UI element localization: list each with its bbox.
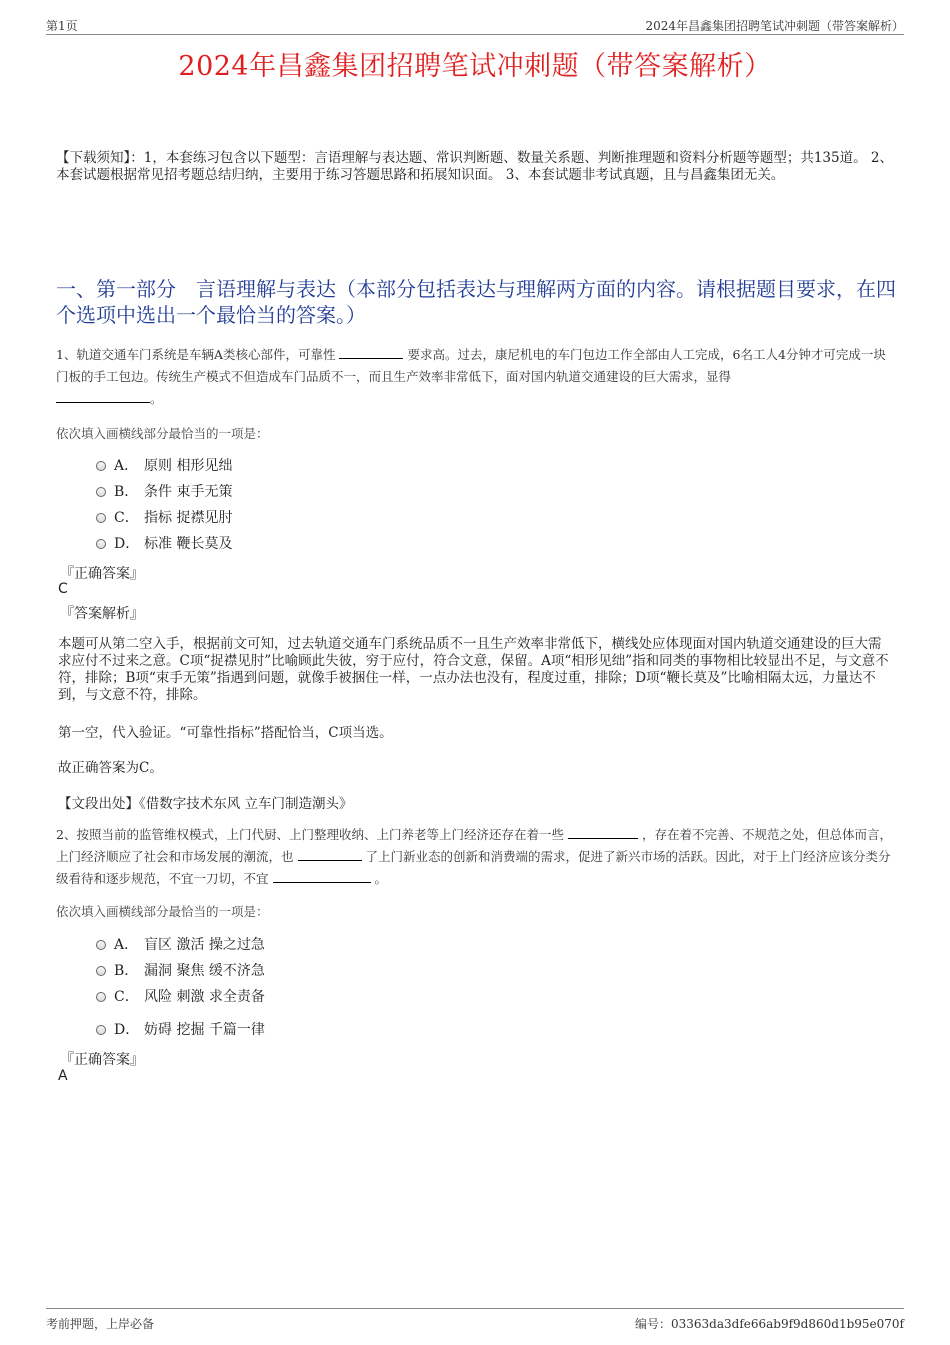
option-text: 漏洞 聚焦 缓不济急 — [144, 963, 265, 979]
q1-option-a[interactable] — [96, 457, 232, 475]
option-letter: A． — [114, 937, 139, 953]
radio-icon[interactable] — [96, 513, 106, 523]
question-1-stem — [56, 344, 898, 410]
radio-icon[interactable] — [96, 539, 106, 549]
footer-serial: 编号：03363da3dfe66ab9f9d860d1b95e070f — [635, 1317, 904, 1331]
q2-blank-2 — [298, 848, 362, 861]
download-notice: 【下载须知】：1，本套练习包含以下题型：言语理解与表达题、常识判断题、数量关系题、判断推理题和资料分析题等题型；共135道。 2、本套试题根据常见招考题总结归纳，主要用于练习答题思路和拓展知识面。 3、本套试题非考试真题，且与昌鑫集团无关。 — [56, 150, 893, 183]
q2-text-a: 2、按照当前的监管维权模式，上门代厨、上门整理收纳、上门养老等上门经济还存在着一些 — [56, 827, 564, 842]
radio-icon[interactable] — [96, 1025, 106, 1035]
option-text: 盲区 激活 操之过急 — [144, 937, 265, 953]
radio-icon[interactable] — [96, 461, 106, 471]
q2-text-d: 。 — [374, 871, 388, 886]
q1-blank-2 — [56, 390, 150, 403]
q2-option-c[interactable] — [96, 988, 265, 1006]
option-letter: C． — [114, 510, 139, 526]
q1-analysis-paragraph-3: 故正确答案为C。 — [58, 760, 163, 776]
radio-icon[interactable] — [96, 940, 106, 950]
q1-text-a: 1、轨道交通车门系统是车辆A类核心部件，可靠性 — [56, 347, 336, 362]
q2-answer-label: 『正确答案』 — [60, 1052, 144, 1068]
option-text: 原则 相形见绌 — [144, 458, 233, 474]
option-text: 妨碍 挖掘 千篇一律 — [144, 1022, 265, 1038]
option-text: 指标 捉襟见肘 — [144, 510, 233, 526]
q1-option-b[interactable] — [96, 483, 232, 501]
q2-text-c: 了上门新业态的创新和消费端的需求，促进了新兴市场的活跃。因此，对于上门经济应该分类分级看待和逐步规范，不宜一刀切，不宜 — [56, 849, 891, 886]
q1-option-d[interactable] — [96, 535, 232, 553]
q1-analysis-paragraph-2: 第一空，代入验证。“可靠性指标”搭配恰当，C项当选。 — [58, 725, 393, 741]
q1-blank-1 — [339, 346, 403, 359]
q2-text-b: ，存在着不完善、不规范之处，但总体而言，上门经济顺应了社会和市场发展的潮流，也 — [56, 827, 892, 864]
option-text: 条件 束手无策 — [144, 484, 233, 500]
q1-text-b: 要求高。过去，康尼机电的车门包边工作全部由人工完成，6名工人4分钟才可完成一块门板的手工包边。传统生产模式不但造成车门品质不一，而且生产效率非常低下，面对国内轨道交通建设的巨大需求，显得 — [56, 347, 886, 384]
q1-source: 【文段出处】《借数字技术东风 立车门制造潮头》 — [58, 796, 353, 812]
q2-prompt: 依次填入画横线部分最恰当的一项是： — [56, 904, 269, 919]
q2-option-d[interactable] — [96, 1021, 265, 1039]
footer-slogan: 考前押题，上岸必备 — [46, 1317, 155, 1331]
q2-option-a[interactable] — [96, 936, 265, 954]
q1-answer: C — [58, 581, 68, 597]
q2-blank-3 — [273, 870, 371, 883]
option-letter: C． — [114, 989, 139, 1005]
page-header — [46, 14, 904, 35]
q1-analysis-paragraph-1: 本题可从第二空入手，根据前文可知，过去轨道交通车门系统品质不一且生产效率非常低下，横线处应体现面对国内轨道交通建设的巨大需求应付不过来之意。C项“捉襟见肘”比喻顾此失彼，穷于应付，符合文意，保留。A项“相形见绌”指和同类的事物相比较显出不足，与文意不符，排除；B项“束手无策”指遇到问题，就像手被捆住一样，一点办法也没有，程度过重，排除；D项“鞭长莫及”比喻相隔太远，力量达不到，与文意不符，排除。 — [58, 636, 889, 703]
radio-icon[interactable] — [96, 992, 106, 1002]
option-letter: A． — [114, 458, 139, 474]
q1-answer-label: 『正确答案』 — [60, 566, 144, 582]
radio-icon[interactable] — [96, 966, 106, 976]
option-text: 标准 鞭长莫及 — [144, 536, 233, 552]
option-letter: D． — [114, 536, 140, 552]
header-doc-title: 2024年昌鑫集团招聘笔试冲刺题（带答案解析） — [645, 19, 904, 33]
option-letter: B． — [114, 963, 139, 979]
q2-answer: A — [58, 1068, 68, 1084]
q1-prompt: 依次填入画横线部分最恰当的一项是： — [56, 426, 269, 441]
option-text: 风险 刺激 求全责备 — [144, 989, 265, 1005]
question-2-stem — [56, 824, 898, 890]
page-number: 第1页 — [46, 19, 78, 33]
q1-analysis-label: 『答案解析』 — [60, 606, 144, 622]
q2-option-b[interactable] — [96, 962, 265, 980]
document-title: 2024年昌鑫集团招聘笔试冲刺题（带答案解析） — [178, 51, 772, 82]
option-letter: B． — [114, 484, 139, 500]
section-title: 一、第一部分 言语理解与表达（本部分包括表达与理解两方面的内容。请根据题目要求，在四个选项中选出一个最恰当的答案。） — [56, 277, 896, 327]
page-footer — [46, 1308, 904, 1333]
radio-icon[interactable] — [96, 487, 106, 497]
q2-blank-1 — [568, 826, 638, 839]
q1-option-c[interactable] — [96, 509, 232, 527]
q1-text-c: 。 — [150, 391, 163, 406]
option-letter: D． — [114, 1022, 140, 1038]
